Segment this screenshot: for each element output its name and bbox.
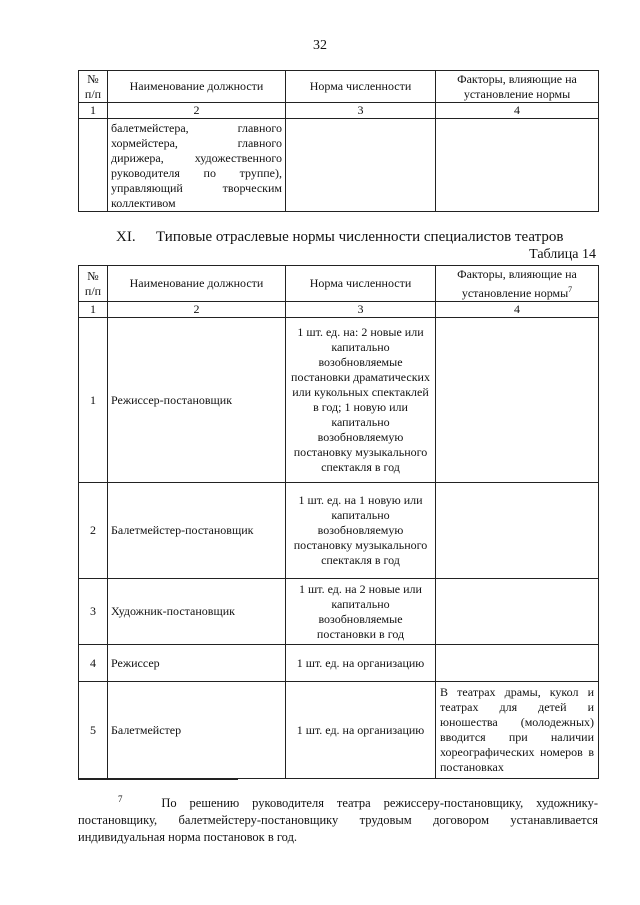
row-norm: 1 шт. ед. на 1 новую или капитально возобновляемую постановку музыкального спектакля в год	[286, 483, 436, 579]
row-num: 3	[79, 579, 108, 645]
row-num: 2	[79, 483, 108, 579]
col-num-2: 2	[108, 302, 286, 318]
row-num: 1	[79, 318, 108, 483]
header-norm: Норма численности	[286, 266, 436, 302]
footnote-ref: 7	[568, 284, 573, 294]
footnote-mark: 7	[118, 794, 123, 804]
table-label: Таблица 14	[529, 247, 596, 262]
header-factors: Факторы, влияющие на установление нормы	[436, 71, 599, 103]
row-position: Режиссер	[108, 645, 286, 682]
header-norm: Норма численности	[286, 71, 436, 103]
row-norm: 1 шт. ед. на: 2 новые или капитально возобновляемые постановки драматических или кукольных спектаклей в год; 1 новую или капитально возобновляемую постановку музыкального спектакля в год	[286, 318, 436, 483]
col-num-1: 1	[79, 103, 108, 119]
row-norm: 1 шт. ед. на организацию	[286, 645, 436, 682]
row-position: Балетмейстер-постановщик	[108, 483, 286, 579]
header-num: № п/п	[79, 266, 108, 302]
column-number-row	[79, 302, 599, 318]
position-line: управляющий творческим	[111, 181, 282, 195]
position-cell	[108, 119, 286, 212]
row-factors	[436, 483, 599, 579]
header-position: Наименование должности	[108, 266, 286, 302]
position-line: дирижера, художественного	[111, 151, 282, 165]
section-heading: Типовые отраслевые нормы численности специалистов театров	[156, 229, 564, 245]
row-num: 4	[79, 645, 108, 682]
row-position: Режиссер-постановщик	[108, 318, 286, 483]
section-title	[116, 229, 563, 246]
table-header-row	[79, 71, 599, 103]
col-num-2: 2	[108, 103, 286, 119]
position-line: руководителя по труппе),	[111, 166, 282, 180]
row-num: 5	[79, 682, 108, 779]
section-number: XI.	[116, 229, 136, 245]
table-13-continuation	[78, 70, 599, 212]
table-row	[79, 119, 599, 212]
table-row	[79, 682, 599, 779]
col-num-1: 1	[79, 302, 108, 318]
footnote-text: По решению руководителя театра режиссеру-постановщику, художнику-постановщику, балетмейстеру-постановщику трудовым договором устанавливается индивидуальная норма постановок в год.	[78, 796, 598, 845]
row-norm: 1 шт. ед. на организацию	[286, 682, 436, 779]
col-num-4: 4	[436, 103, 599, 119]
page-number: 32	[313, 38, 327, 53]
header-factors: Факторы, влияющие на установление нормы$^7$	[436, 266, 599, 302]
row-norm: 1 шт. ед. на 2 новые или капитально возобновляемые постановки в год	[286, 579, 436, 645]
footnote-divider	[78, 779, 238, 780]
table-row	[79, 318, 599, 483]
table-row	[79, 645, 599, 682]
row-position: Балетмейстер	[108, 682, 286, 779]
header-position: Наименование должности	[108, 71, 286, 103]
position-line: балетмейстера, главного	[111, 121, 282, 135]
position-line: коллективом	[111, 196, 176, 210]
row-factors	[436, 318, 599, 483]
col-num-4: 4	[436, 302, 599, 318]
table-row	[79, 483, 599, 579]
row-factors	[436, 579, 599, 645]
footnote	[78, 791, 598, 846]
table-14	[78, 265, 599, 779]
position-line: хормейстера, главного	[111, 136, 282, 150]
table-header-row	[79, 266, 599, 302]
row-factors: В театрах драмы, кукол и театрах для детей и юношества (молодежных) вводится при наличии хореографических номеров в постановках	[436, 682, 599, 779]
table-row	[79, 579, 599, 645]
row-position: Художник-постановщик	[108, 579, 286, 645]
row-factors	[436, 645, 599, 682]
col-num-3: 3	[286, 103, 436, 119]
col-num-3: 3	[286, 302, 436, 318]
column-number-row	[79, 103, 599, 119]
header-num: № п/п	[79, 71, 108, 103]
